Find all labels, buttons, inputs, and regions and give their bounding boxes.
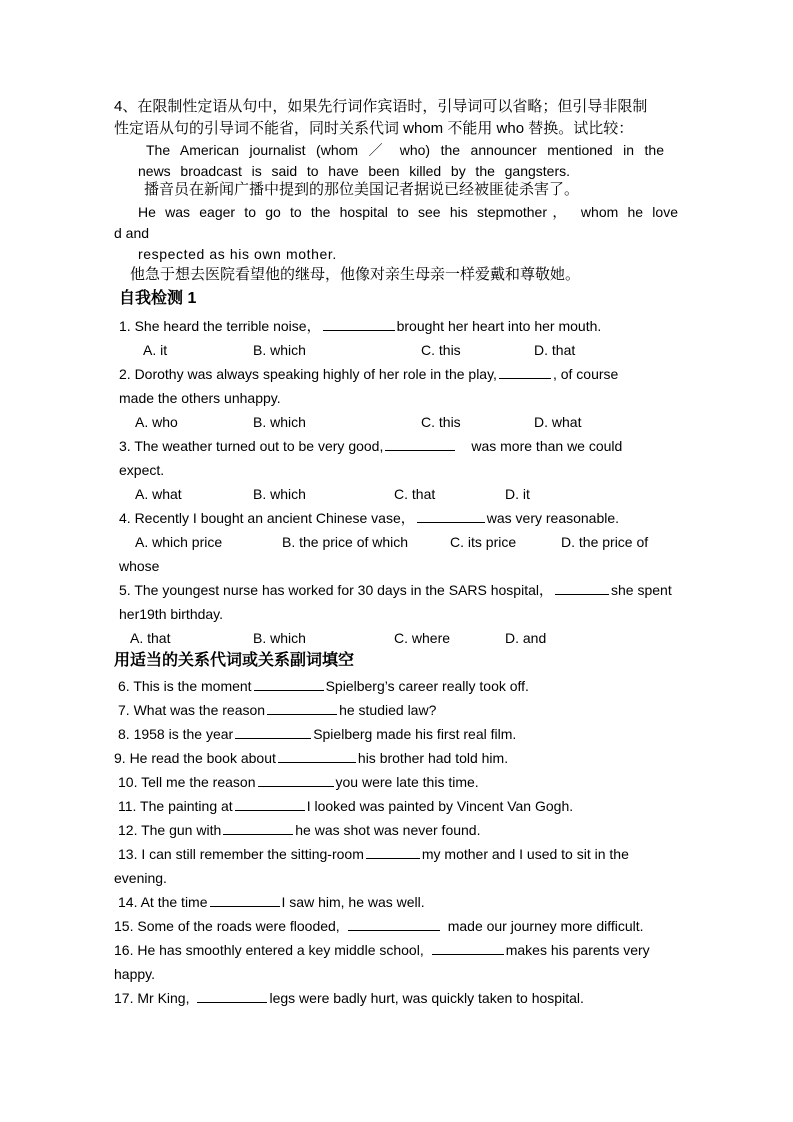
question-3-text-end: was more than we could (471, 438, 623, 454)
answer-blank[interactable] (278, 748, 356, 763)
question-6-text: 6. This is the moment (118, 678, 252, 694)
answer-blank[interactable] (499, 364, 551, 379)
question-3 (119, 436, 622, 456)
answer-blank[interactable] (258, 772, 334, 787)
question-14-text: 14. At the time (118, 894, 208, 910)
option-d[interactable]: D. the price of (561, 534, 649, 550)
question-11-text-end: I looked was painted by Vincent Van Gogh. (306, 798, 574, 814)
example-2-en-c: respected as his own mother. (138, 246, 337, 262)
question-12-text-end: he was shot was never found. (295, 822, 481, 838)
answer-blank[interactable] (223, 820, 293, 835)
question-2-continued: made the others unhappy. (119, 390, 281, 406)
option-b[interactable]: B. which (253, 630, 306, 646)
question-5-text: 5. The youngest nurse has worked for 30 days in the SARS hospital， (119, 582, 553, 598)
question-15-text-end: made our journey more difficult. (447, 918, 644, 934)
answer-blank[interactable] (432, 940, 504, 955)
question-1-text: 1. She heard the terrible noise， (119, 318, 321, 334)
question-5-continued: her19th birthday. (119, 606, 224, 622)
answer-blank[interactable] (555, 580, 609, 595)
option-c[interactable]: C. this (421, 414, 461, 430)
option-a[interactable]: A. it (143, 342, 168, 358)
question-12 (118, 820, 481, 840)
question-8-text-end: Spielberg made his first real film. (313, 726, 517, 742)
question-8 (118, 724, 516, 744)
question-13 (118, 844, 629, 864)
question-3-text: 3. The weather turned out to be very good, (119, 438, 384, 454)
question-15-text: 15. Some of the roads were flooded, (114, 918, 340, 934)
option-d[interactable]: D. it (505, 486, 530, 502)
answer-blank[interactable] (323, 316, 395, 331)
question-2-text-end: , of course (552, 366, 619, 382)
example-1-en-a: The American journalist (whom ／ who) the announcer mentioned in the (146, 142, 664, 158)
question-16-continued: happy. (114, 966, 155, 982)
question-11 (118, 796, 573, 816)
answer-blank[interactable] (348, 916, 440, 931)
question-14 (118, 892, 425, 912)
example-2-en-b: d and (114, 225, 150, 241)
question-11-text: 11. The painting at (118, 798, 233, 814)
question-9 (114, 748, 508, 768)
option-d[interactable]: D. that (534, 342, 576, 358)
question-13-text: 13. I can still remember the sitting-room (118, 846, 364, 862)
question-1 (119, 316, 601, 336)
question-5 (119, 580, 672, 600)
option-c[interactable]: C. that (394, 486, 436, 502)
question-1-text-end: brought her heart into her mouth. (396, 318, 602, 334)
answer-blank[interactable] (254, 676, 324, 691)
answer-blank[interactable] (417, 508, 485, 523)
option-a[interactable]: A. who (135, 414, 178, 430)
question-15 (114, 916, 644, 936)
question-16-text-end: makes his parents very (505, 942, 650, 958)
question-10-text: 10. Tell me the reason (118, 774, 256, 790)
question-10 (118, 772, 479, 792)
question-7 (118, 700, 436, 720)
example-1-en-b: news broadcast is said to have been killed by the gangsters. (138, 163, 570, 179)
question-13-continued: evening. (114, 870, 167, 886)
option-d[interactable]: D. what (534, 414, 582, 430)
question-17-text: 17. Mr King, (114, 990, 190, 1006)
option-c[interactable]: C. where (394, 630, 451, 646)
question-17 (114, 988, 584, 1008)
answer-blank[interactable] (366, 844, 420, 859)
answer-blank[interactable] (235, 724, 311, 739)
question-2-text: 2. Dorothy was always speaking highly of her role in the play, (119, 366, 497, 382)
question-14-text-end: I saw him, he was well. (281, 894, 425, 910)
option-a[interactable]: A. which price (135, 534, 223, 550)
question-3-continued: expect. (119, 462, 165, 478)
question-12-text: 12. The gun with (118, 822, 222, 838)
question-6 (118, 676, 529, 696)
example-2-en-a: He was eager to go to the hospital to see his stepmother， whom he love (138, 204, 678, 220)
question-7-text: 7. What was the reason (118, 702, 266, 718)
question-4-continued: whose (119, 558, 160, 574)
question-4 (119, 508, 619, 528)
question-16 (114, 940, 650, 960)
question-16-text: 16. He has smoothly entered a key middle school, (114, 942, 424, 958)
question-6-text-end: Spielberg’s career really took off. (325, 678, 529, 694)
question-4-text: 4. Recently I bought an ancient Chinese vase， (119, 510, 415, 526)
section-2-title: 用适当的关系代词或关系副词填空 (114, 652, 355, 669)
section-1-title: 自我检测 1 (119, 290, 197, 307)
question-5-text-end: she spent (611, 582, 672, 598)
question-7-text-end: he studied law? (339, 702, 437, 718)
question-13-text-end: my mother and I used to sit in the (421, 846, 629, 862)
answer-blank[interactable] (267, 700, 337, 715)
question-8-text: 8. 1958 is the year (118, 726, 234, 742)
answer-blank[interactable] (385, 436, 455, 451)
question-10-text-end: you were late this time. (335, 774, 479, 790)
option-a[interactable]: A. that (130, 630, 171, 646)
answer-blank[interactable] (197, 988, 267, 1003)
option-d[interactable]: D. and (505, 630, 547, 646)
note-line-2: 性定语从句的引导词不能省，同时关系代词 whom 不能用 who 替换。试比较： (114, 120, 634, 137)
option-a[interactable]: A. what (135, 486, 182, 502)
example-1-cn: 播音员在新闻广播中提到的那位美国记者据说已经被匪徒杀害了。 (144, 181, 580, 198)
answer-blank[interactable] (235, 796, 305, 811)
example-2-cn: 他急于想去医院看望他的继母，他像对亲生母亲一样爱戴和尊敬她。 (130, 266, 581, 283)
option-b[interactable]: B. which (253, 486, 306, 502)
question-2 (119, 364, 618, 384)
option-b[interactable]: B. the price of which (282, 534, 409, 550)
option-c[interactable]: C. this (421, 342, 461, 358)
question-17-text-end: legs were badly hurt, was quickly taken to hospital. (269, 990, 584, 1006)
question-9-text-end: his brother had told him. (357, 750, 509, 766)
option-b[interactable]: B. which (253, 342, 306, 358)
answer-blank[interactable] (210, 892, 280, 907)
question-9-text: 9. He read the book about (114, 750, 276, 766)
option-c[interactable]: C. its price (450, 534, 517, 550)
option-b[interactable]: B. which (253, 414, 306, 430)
note-line-1: 4、在限制性定语从句中，如果先行词作宾语时，引导词可以省略；但引导非限制 (114, 98, 648, 115)
question-4-text-end: was very reasonable. (486, 510, 620, 526)
